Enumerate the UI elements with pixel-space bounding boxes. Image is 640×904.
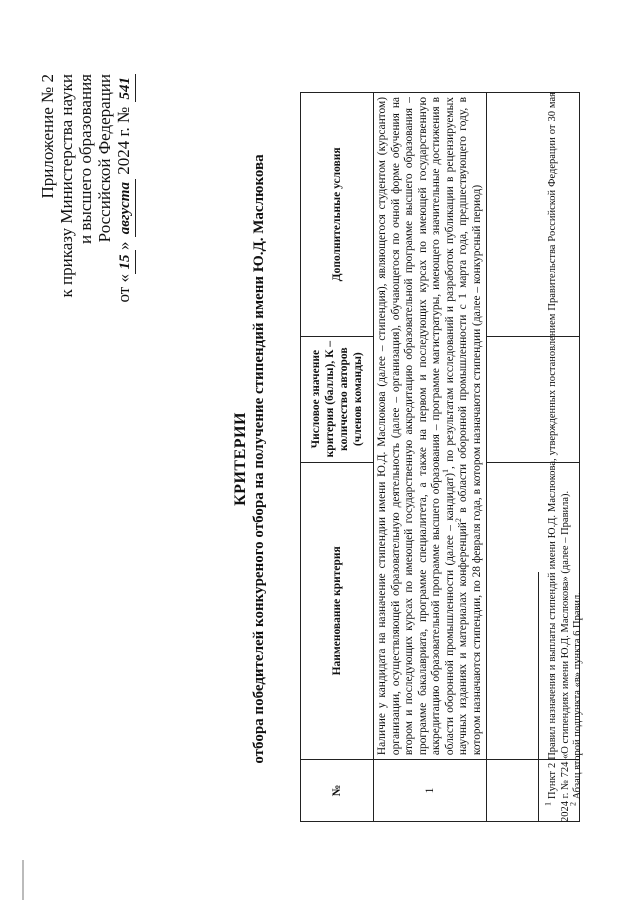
footnote-2-text: Абзац второй подпункта «в» пункта 6 Правил.: [572, 592, 583, 802]
header-name: Наименование критерия: [301, 462, 374, 760]
annex-date-line: [114, 74, 136, 304]
date-year: 2024 г. №: [114, 106, 133, 175]
title-line-1: отбора победителей конкуреного отбора на получение стипендий имени Ю.Д. Маслюкова: [251, 154, 267, 764]
row-number: 1: [374, 760, 487, 822]
footnotes: [543, 92, 585, 822]
table-row: [374, 93, 487, 822]
annex-header: [38, 74, 136, 304]
annex-line-1: к приказу Министерства науки: [57, 74, 76, 298]
footnote-divider: [538, 572, 539, 822]
criterion-text-b: , по результатам исследований и разработок публикации в рецензируемых научных изданиях и материалах конференций: [443, 97, 469, 756]
date-day: 15: [116, 250, 136, 274]
order-number: 541: [116, 74, 136, 103]
date-month: августа: [116, 179, 136, 237]
criterion-text-c: в области оборонной промышленности с 1 марта года, предшествующего году, в котором назначаются стипендии, по 28 февраля года, в котором назначаются стипендии (далее – конкурсный период): [457, 97, 483, 756]
annex-line-3: Российской Федерации: [95, 74, 114, 243]
date-mid: »: [114, 241, 133, 251]
criterion-text-a: Наличие у кандидата на назначение стипендии имени Ю.Д. Маслюкова (далее – стипендия), являющегося студентом (курсантом) организации, осуществляющей образовательную деятельность (далее – организация), обучающегося по очной форме обучения на втором и последующих курсах по имеющей государственную аккредитацию образовательной программе высшего образования – программе бакалавриата, программе специалитета, а также на первом и последующих курсах по имеющей государственную аккредитацию образовательной программе высшего образования – программе магистратуры, имеющего значительные достижения в области оборонной промышленности (далее – кандидат): [376, 97, 456, 756]
title-main: КРИТЕРИИ: [232, 412, 249, 506]
scan-artifact: [22, 860, 24, 900]
footnote-1-text: Пункт 2 Правил назначения и выплаты стипендий имени Ю.Д. Маслюкова, утвержденных постановлением Правительства Российской Федерации от 30 мая 2024 г. № 724 «О стипендиях имени Ю.Д. Маслюкова» (далее – Правила).: [547, 92, 571, 822]
row-criterion-text: [374, 93, 487, 760]
header-value: Числовое значение критерия (баллы), К – количество авторов (членов команды): [301, 336, 374, 462]
header-extra: Дополнительные условия: [301, 93, 374, 337]
header-num: №: [301, 760, 374, 822]
footnote-1-mark: 1: [543, 802, 553, 806]
footnote-ref-2: 2: [454, 518, 464, 523]
date-prefix: от «: [114, 274, 133, 303]
annex-line-2: и высшего образования: [76, 74, 95, 244]
table-header-row: [301, 93, 374, 822]
footnote-ref-1: 1: [440, 468, 450, 473]
annex-title: Приложение № 2: [38, 74, 57, 199]
footnote-2: [568, 92, 585, 822]
footnote-2-mark: 2: [568, 802, 578, 806]
document-title: [232, 94, 268, 824]
footnote-1: [543, 92, 572, 822]
